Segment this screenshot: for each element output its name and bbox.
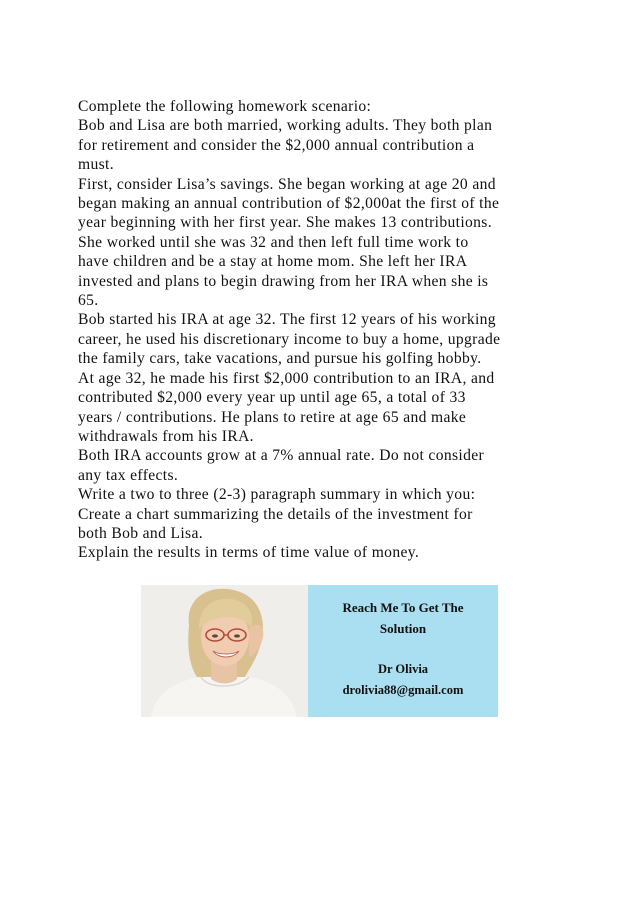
text-line: At age 32, he made his first $2,000 contribution to an IRA, and <box>78 369 495 387</box>
text-line: year beginning with her first year. She makes 13 contributions. <box>78 214 492 232</box>
contact-email[interactable]: drolivia88@gmail.com <box>342 683 464 697</box>
ad-contact <box>308 659 498 701</box>
text-line: She worked until she was 32 and then left full time work to <box>78 233 469 251</box>
ad-headline-line: Reach Me To Get The <box>342 600 464 615</box>
text-line: any tax effects. <box>78 466 179 484</box>
text-line: years / contributions. He plans to retire at age 65 and make <box>78 408 467 426</box>
text-line: Complete the following homework scenario: <box>78 98 372 115</box>
text-line: the family cars, take vacations, and pursue his golfing hobby. <box>78 350 482 368</box>
ad-headline <box>308 597 498 639</box>
ad-headline-line: Solution <box>379 621 427 636</box>
text-line: contributed $2,000 every year up until age 65, a total of 33 <box>78 389 466 407</box>
text-line: have children and be a stay at home mom. She left her IRA <box>78 253 468 271</box>
text-line: Bob and Lisa are both married, working adults. They both plan <box>78 117 493 135</box>
contact-ad-banner <box>141 585 498 717</box>
text-line: both Bob and Lisa. <box>78 524 203 542</box>
text-line: First, consider Lisa’s savings. She began working at age 20 and <box>78 175 496 193</box>
homework-text <box>78 97 578 563</box>
text-line: career, he used his discretionary income to buy a home, upgrade <box>78 330 501 348</box>
text-line: Write a two to three (2-3) paragraph summary in which you: <box>78 486 476 504</box>
woman-photo <box>141 585 308 717</box>
text-line: 65. <box>78 292 99 310</box>
text-line: Bob started his IRA at age 32. The first 12 years of his working <box>78 311 496 329</box>
text-line: must. <box>78 156 114 174</box>
text-line: began making an annual contribution of $2,000at the first of the <box>78 195 500 213</box>
text-line: Create a chart summarizing the details of the investment for <box>78 505 473 523</box>
text-line: for retirement and consider the $2,000 annual contribution a <box>78 136 475 154</box>
text-line: Both IRA accounts grow at a 7% annual rate. Do not consider <box>78 447 485 465</box>
contact-name: Dr Olivia <box>377 662 429 676</box>
text-line: Explain the results in terms of time value of money. <box>78 544 420 562</box>
text-line: withdrawals from his IRA. <box>78 427 254 445</box>
contact-info-panel <box>308 585 498 717</box>
text-line: invested and plans to begin drawing from her IRA when she is <box>78 272 489 290</box>
